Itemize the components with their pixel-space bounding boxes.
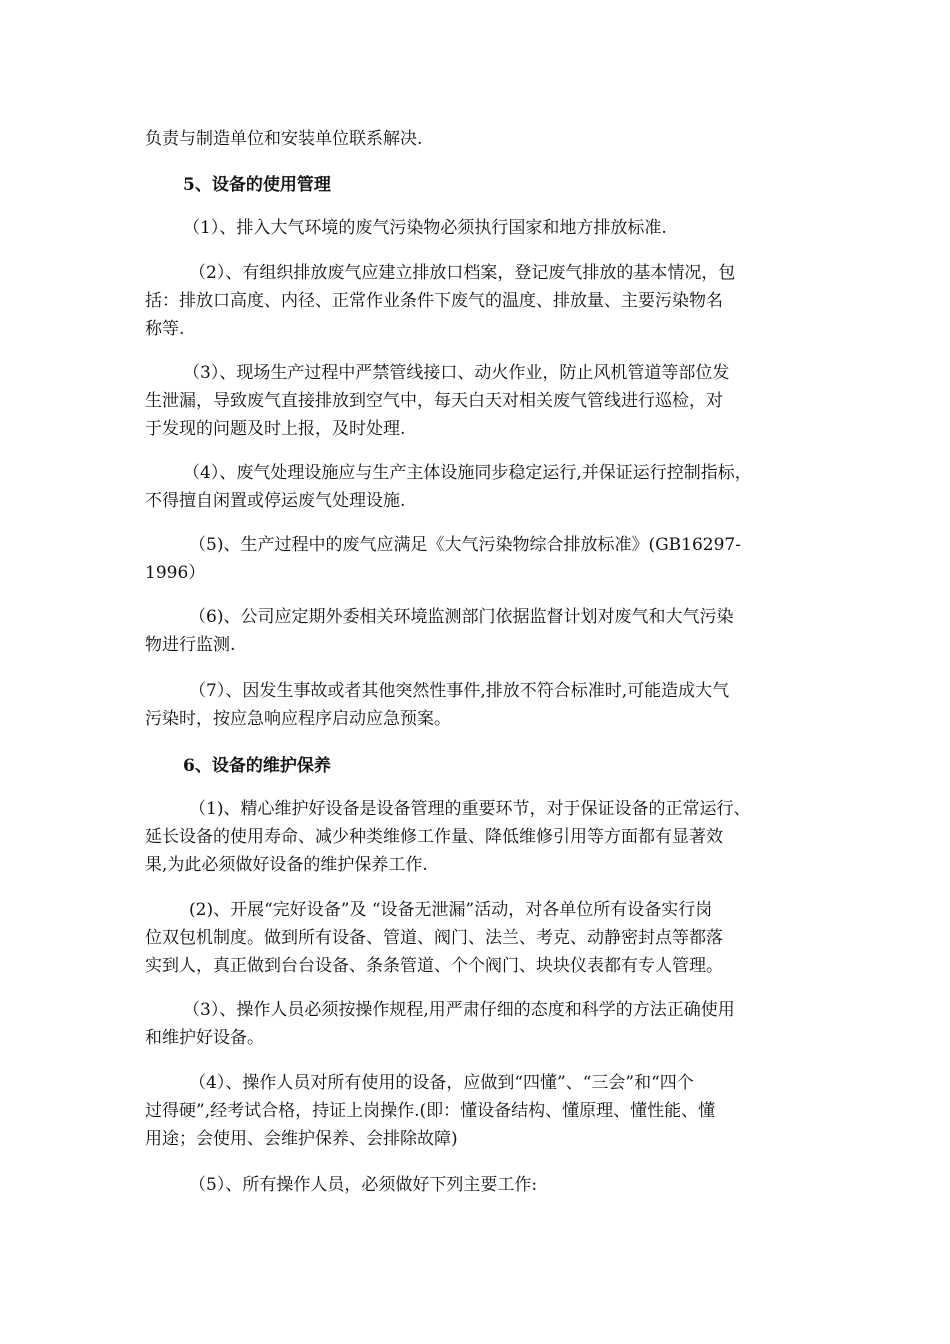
text-line: （5）、所有操作人员，必须做好下列主要工作: [189, 1175, 538, 1195]
paragraph-intro [145, 125, 811, 153]
paragraph-5-4 [145, 459, 811, 515]
text-line: （6)、公司应定期外委相关环境监测部门依据监督计划对废气和大气污染 [189, 607, 734, 627]
text-line: 于发现的问题及时上报，及时处理. [145, 419, 406, 439]
text-line: （7）、因发生事故或者其他突然性事件,排放不符合标准时,可能造成大气 [189, 681, 730, 701]
text-line: 用途；会使用、会维护保养、会排除故障) [145, 1129, 458, 1149]
heading-text: 5、设备的使用管理 [183, 175, 331, 195]
text-line: （3）、操作人员必须按操作规程,用严肃仔细的态度和科学的方法正确使用 [183, 1000, 735, 1020]
heading-text: 6、设备的维护保养 [183, 756, 331, 776]
text-line: 负责与制造单位和安装单位联系解决. [145, 129, 423, 149]
paragraph-6-5 [145, 1171, 811, 1199]
paragraph-5-5 [145, 531, 811, 587]
text-line: （1)、精心维护好设备是设备管理的重要环节，对于保证设备的正常运行、 [189, 799, 751, 819]
text-line: 延长设备的使用寿命、减少种类维修工作量、降低维修引用等方面都有显著效 [145, 827, 723, 847]
text-line: 位双包机制度。做到所有设备、管道、阀门、法兰、考克、动静密封点等都落 [145, 928, 723, 948]
paragraph-5-7 [145, 677, 811, 733]
text-line: （5)、生产过程中的废气应满足《大气污染物综合排放标准》(GB16297- [189, 535, 741, 555]
section-heading-6 [183, 752, 803, 780]
text-line: 不得擅自闲置或停运废气处理设施. [145, 491, 406, 511]
text-line: （4）、废气处理设施应与生产主体设施同步稳定运行,并保证运行控制指标， [183, 463, 752, 483]
paragraph-5-6 [145, 603, 811, 659]
text-line: 称等. [145, 319, 185, 339]
text-line: （1）、排入大气环境的废气污染物必须执行国家和地方排放标准. [183, 218, 667, 238]
text-line: （3）、现场生产过程中严禁管线接口、动火作业，防止风机管道等部位发 [183, 363, 730, 383]
text-line: 物进行监测. [145, 635, 236, 655]
text-line: 1996） [145, 563, 206, 583]
paragraph-6-1 [145, 795, 811, 879]
paragraph-6-4 [145, 1069, 811, 1153]
text-line: 污染时，按应急响应程序启动应急预案。 [145, 709, 451, 729]
text-line: （2）、有组织排放废气应建立排放口档案，登记废气排放的基本情况，包 [189, 263, 736, 283]
text-line: 生泄漏，导致废气直接排放到空气中，每天白天对相关废气管线进行巡检，对 [145, 391, 723, 411]
paragraph-5-3 [145, 359, 811, 443]
paragraph-5-2 [145, 259, 811, 343]
text-line: 果,为此必须做好设备的维护保养工作. [145, 855, 428, 875]
section-heading-5 [183, 171, 803, 199]
text-line: 实到人，真正做到台台设备、条条管道、个个阀门、块块仪表都有专人管理。 [145, 956, 723, 976]
text-line: 过得硬”,经考试合格，持证上岗操作.(即：懂设备结构、懂原理、懂性能、懂 [145, 1101, 716, 1121]
text-line: 和维护好设备。 [145, 1028, 264, 1048]
paragraph-5-1 [183, 214, 849, 242]
paragraph-6-2 [145, 896, 811, 980]
paragraph-6-3 [145, 996, 811, 1052]
text-line: 括：排放口高度、内径、正常作业条件下废气的温度、排放量、主要污染物名 [145, 291, 723, 311]
text-line: (2)、开展“完好设备”及 “设备无泄漏”活动，对各单位所有设备实行岗 [189, 900, 713, 920]
text-line: （4）、操作人员对所有使用的设备，应做到“四懂”、“三会”和“四个 [189, 1073, 694, 1093]
